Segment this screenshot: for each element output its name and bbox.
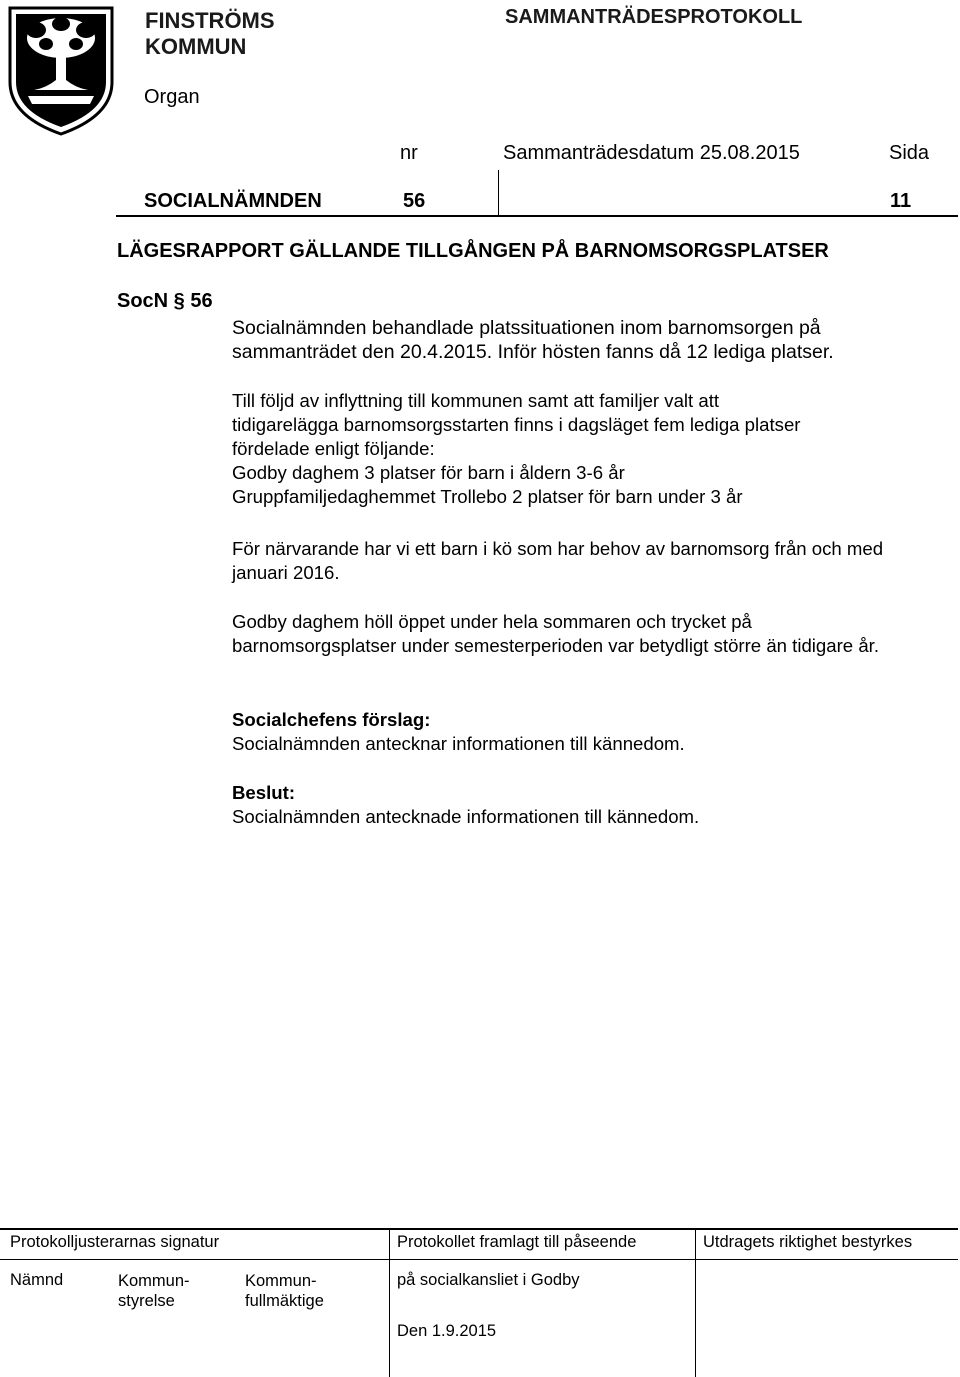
organ-label: Organ [144, 86, 200, 108]
coat-of-arms-logo [6, 4, 116, 136]
organ-value: SOCIALNÄMNDEN [144, 190, 322, 212]
signature-col-styrelse [118, 1271, 190, 1311]
vacancies-line: Till följd av inflyttning till kommunen samt att familjer valt att [232, 390, 720, 411]
styrelse-line1: Kommun- [118, 1272, 190, 1290]
paragraph-background: Socialnämnden behandlade platssituationen inom barnomsorgen på sammanträdet den 20.4.2015. Inför hösten fanns då 12 lediga platser. [232, 317, 834, 363]
paragraph-vacancies [232, 389, 912, 509]
public-viewing-date: Den 1.9.2015 [397, 1322, 497, 1340]
header-column-divider [498, 170, 499, 216]
certified-label: Utdragets riktighet bestyrkes [703, 1233, 913, 1251]
fullmaktige-line2: fullmäktige [245, 1292, 324, 1310]
footer-divider-1 [389, 1229, 390, 1377]
paragraph-summer: Godby daghem höll öppet under hela sommaren och trycket på barnomsorgsplatser under semesterperioden var betydligt större än tidigare år. [232, 611, 879, 656]
vacancies-line: fördelade enligt följande: [232, 438, 435, 459]
page-label: Sida [889, 142, 930, 164]
footer-top-border [0, 1228, 958, 1230]
vacancies-line: Godby daghem 3 platser för barn i åldern 3-6 år [232, 462, 625, 483]
signature-label: Protokolljusterarnas signatur [10, 1233, 220, 1251]
footer-mid-border [0, 1259, 958, 1260]
proposal-label: Socialchefens förslag: [232, 709, 431, 730]
decision-label: Beslut: [232, 782, 296, 803]
signature-col-fullmaktige [245, 1271, 324, 1311]
decision-section [232, 781, 912, 829]
document-title: SAMMANTRÄDESPROTOKOLL [505, 6, 803, 28]
nr-label: nr [400, 142, 418, 164]
meeting-date-label: Sammanträdesdatum 25.08.2015 [503, 142, 800, 164]
public-viewing-location: på socialkansliet i Godby [397, 1271, 580, 1289]
municipality-line1: FINSTRÖMS [145, 8, 275, 33]
vacancies-line: tidigarelägga barnomsorgsstarten finns i dagsläget fem lediga platser [232, 414, 801, 435]
footer-divider-2 [695, 1229, 696, 1377]
decision-text: Socialnämnden antecknade informationen till kännedom. [232, 806, 700, 827]
vacancies-line: Gruppfamiljedaghemmet Trollebo 2 platser för barn under 3 år [232, 486, 743, 507]
header-divider [116, 215, 958, 217]
signature-col-namnd: Nämnd [10, 1271, 64, 1289]
styrelse-line2: styrelse [118, 1292, 175, 1310]
fullmaktige-line1: Kommun- [245, 1272, 317, 1290]
paragraph-queue: För närvarande har vi ett barn i kö som har behov av barnomsorg från och med januari 2016. [232, 538, 884, 583]
page-value: 11 [890, 190, 912, 212]
municipality-line2: KOMMUN [145, 34, 247, 59]
proposal-section [232, 708, 912, 756]
public-viewing-label: Protokollet framlagt till påseende [397, 1233, 637, 1251]
item-heading: LÄGESRAPPORT GÄLLANDE TILLGÅNGEN PÅ BARNOMSORGSPLATSER [117, 240, 829, 262]
proposal-text: Socialnämnden antecknar informationen till kännedom. [232, 733, 685, 754]
paragraph-reference: SocN § 56 [117, 290, 213, 312]
nr-value: 56 [403, 190, 426, 212]
municipality-name [145, 8, 275, 60]
